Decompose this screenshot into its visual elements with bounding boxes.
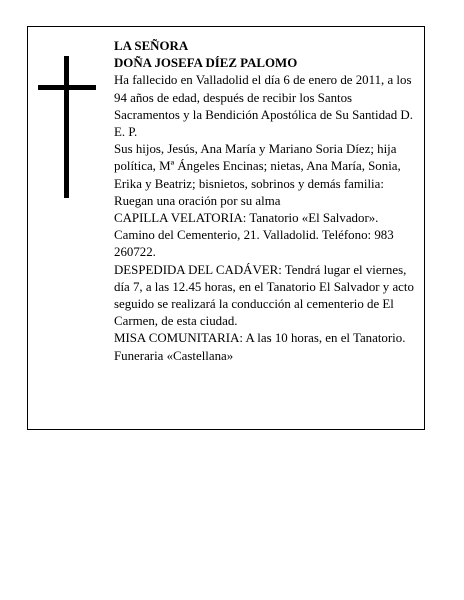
death-announcement: Ha fallecido en Valladolid el día 6 de enero de 2011, a los 94 años de edad, después de recibir los Santos Sacramentos y la Bendición Apostólica de Su Santidad D. E. P. xyxy=(114,73,413,140)
cross-horizontal-bar xyxy=(38,85,96,90)
funeral-home: Funeraria «Castellana» xyxy=(114,348,234,363)
cross-vertical-bar xyxy=(64,56,69,198)
prayer-request: Ruegan una oración por su alma xyxy=(114,193,281,208)
notice-text xyxy=(114,38,420,365)
cross-icon xyxy=(38,56,98,198)
deceased-name: DOÑA JOSEFA DÍEZ PALOMO xyxy=(114,56,298,71)
wake-chapel-info: CAPILLA VELATORIA: Tanatorio «El Salvador». Camino del Cementerio, 21. Valladolid. Teléfono: 983 260722. xyxy=(114,211,394,260)
mass-info: MISA COMUNITARIA: A las 10 horas, en el Tanatorio. xyxy=(114,331,406,346)
family-list: Sus hijos, Jesús, Ana María y Mariano Soria Díez; hija política, Mª Ángeles Encinas; nietas, Ana María, Sonia, Erika y Beatriz; bisnietos, sobrinos y demás familia: xyxy=(114,142,401,191)
farewell-info: DESPEDIDA DEL CADÁVER: Tendrá lugar el viernes, día 7, a las 12.45 horas, en el Tanatorio El Salvador y acto seguido se realizará la conducción al cementerio de El Carmen, de esta ciudad. xyxy=(114,262,414,329)
notice-title: LA SEÑORA xyxy=(114,39,189,53)
